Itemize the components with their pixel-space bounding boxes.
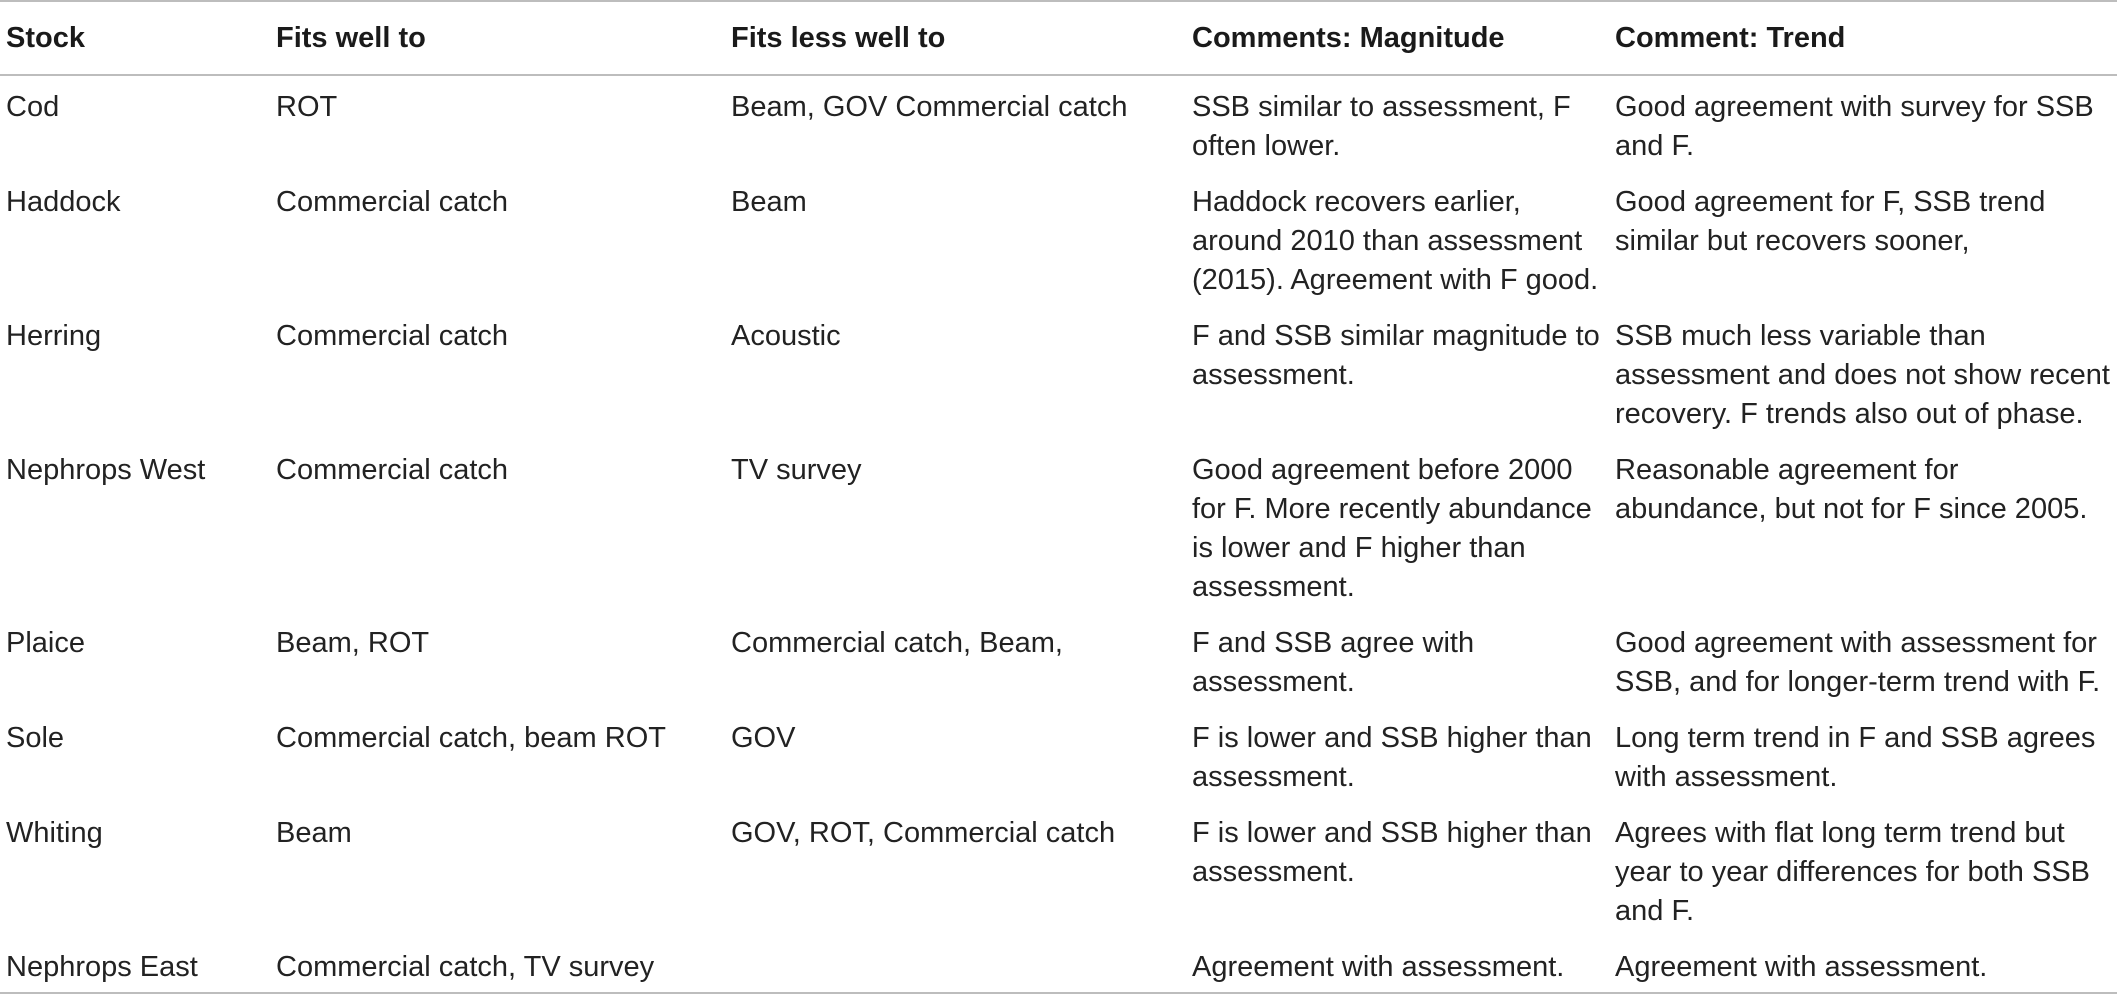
- header-stock: Stock: [6, 21, 85, 54]
- cell-fits-less-well: Beam: [731, 186, 807, 218]
- cell-fits-well: Beam: [276, 817, 352, 849]
- cell-magnitude: SSB similar to assessment, F often lower.: [1192, 91, 1571, 162]
- table-header: [0, 1, 2117, 75]
- cell-fits-less-well: GOV: [731, 722, 796, 754]
- cell-magnitude: Agreement with assessment.: [1192, 951, 1565, 983]
- cell-trend: Good agreement with survey for SSB and F.: [1615, 91, 2094, 162]
- cell-fits-well: Commercial catch: [276, 320, 509, 352]
- cell-trend: Agrees with flat long term trend but year to year differences for both SSB and F.: [1615, 817, 2091, 927]
- cell-fits-well: ROT: [276, 91, 338, 123]
- table-row: [0, 171, 2117, 305]
- cell-fits-well: Commercial catch, TV survey: [276, 951, 655, 983]
- table-body: [0, 75, 2117, 993]
- cell-magnitude: F is lower and SSB higher than assessment.: [1192, 722, 1592, 793]
- cell-magnitude: Haddock recovers earlier, around 2010 than assessment (2015). Agreement with F good.: [1192, 186, 1599, 296]
- cell-fits-less-well: GOV, ROT, Commercial catch: [731, 817, 1116, 849]
- cell-magnitude: F and SSB similar magnitude to assessment.: [1192, 320, 1600, 391]
- cell-stock: Sole: [6, 722, 65, 754]
- cell-magnitude: Good agreement before 2000 for F. More recently abundance is lower and F higher than assessment.: [1192, 454, 1592, 603]
- cell-stock: Cod: [6, 91, 60, 123]
- cell-magnitude: F and SSB agree with assessment.: [1192, 627, 1475, 698]
- cell-stock: Herring: [6, 320, 102, 352]
- cell-fits-less-well: Acoustic: [731, 320, 841, 352]
- cell-stock: Whiting: [6, 817, 103, 849]
- cell-stock: Haddock: [6, 186, 121, 218]
- table-row: [0, 707, 2117, 802]
- cell-stock: Nephrops West: [6, 454, 206, 486]
- header-fits-less-well: Fits less well to: [731, 21, 946, 54]
- cell-trend: Good agreement for F, SSB trend similar but recovers sooner,: [1615, 186, 2046, 257]
- table-row: [0, 612, 2117, 707]
- cell-trend: Reasonable agreement for abundance, but not for F since 2005.: [1615, 454, 2088, 525]
- cell-fits-less-well: [725, 936, 1186, 993]
- header-row: [0, 1, 2117, 75]
- cell-fits-well: Commercial catch: [276, 454, 509, 486]
- table-row: [0, 439, 2117, 612]
- cell-fits-less-well: TV survey: [731, 454, 862, 486]
- header-fits-well: Fits well to: [276, 21, 426, 54]
- cell-stock: Nephrops East: [6, 951, 198, 983]
- cell-trend: Agreement with assessment.: [1615, 951, 1988, 983]
- cell-stock: Plaice: [6, 627, 85, 659]
- cell-trend: SSB much less variable than assessment and does not show recent recovery. F trends also out of phase.: [1615, 320, 2110, 430]
- cell-fits-well: Beam, ROT: [276, 627, 430, 659]
- cell-fits-well: Commercial catch: [276, 186, 509, 218]
- table-row: [0, 936, 2117, 993]
- cell-magnitude: F is lower and SSB higher than assessment.: [1192, 817, 1592, 888]
- cell-fits-less-well: Beam, GOV Commercial catch: [731, 91, 1128, 123]
- table-row: [0, 75, 2117, 171]
- cell-trend: Long term trend in F and SSB agrees with assessment.: [1615, 722, 2096, 793]
- header-comments-magnitude: Comments: Magnitude: [1192, 21, 1505, 54]
- header-comment-trend: Comment: Trend: [1615, 21, 1846, 54]
- cell-trend: Good agreement with assessment for SSB, and for longer-term trend with F.: [1615, 627, 2101, 698]
- cell-fits-less-well: Commercial catch, Beam,: [731, 627, 1063, 659]
- cell-fits-well: Commercial catch, beam ROT: [276, 722, 666, 754]
- table-row: [0, 305, 2117, 439]
- table-row: [0, 802, 2117, 936]
